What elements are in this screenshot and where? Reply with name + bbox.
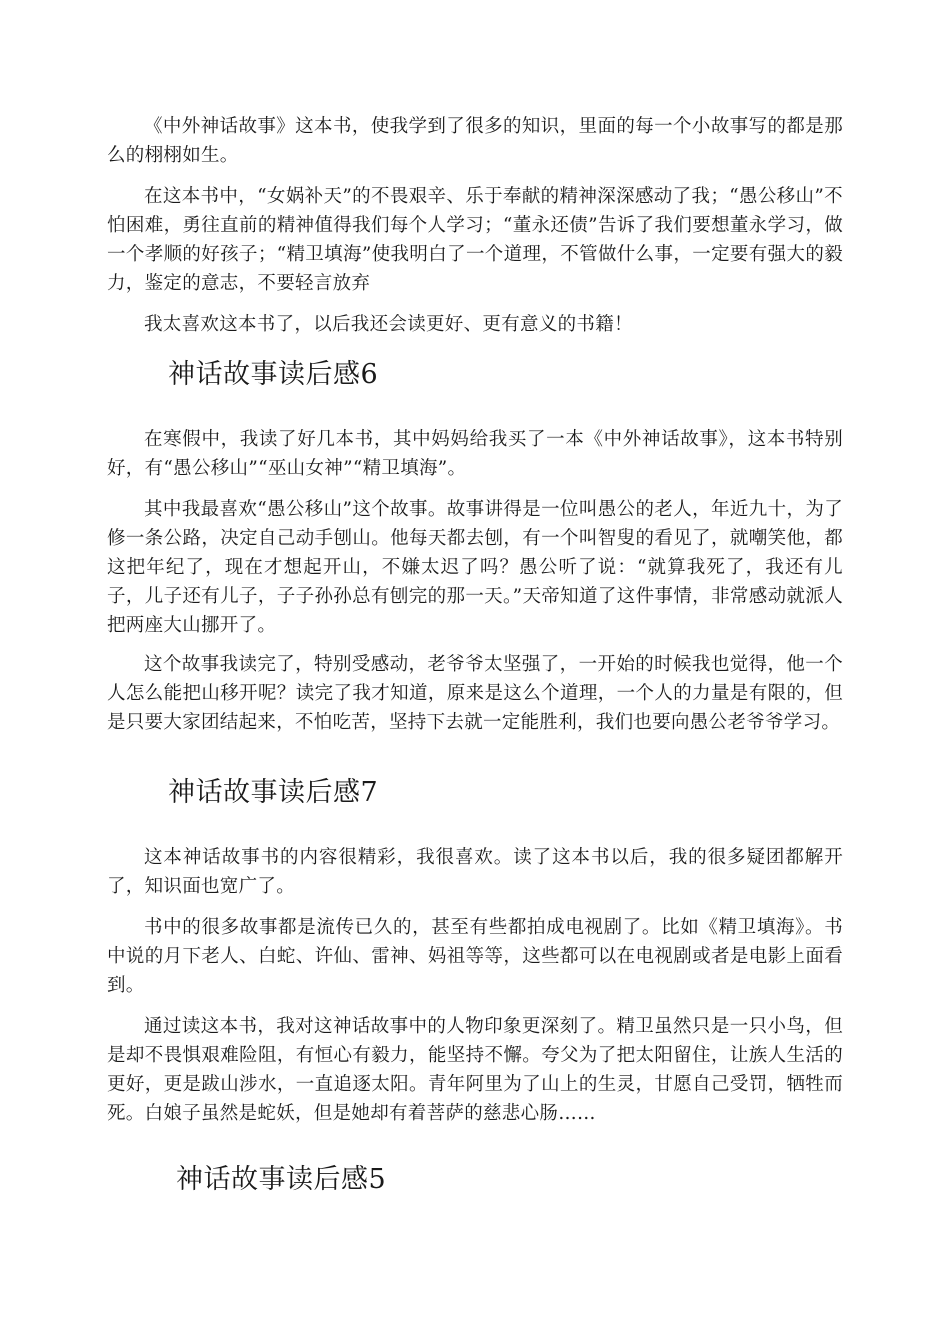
- paragraph-s6-3: 这个故事我读完了，特别受感动，老爷爷太坚强了，一开始的时候我也觉得，他一个人怎么能把山移开呢？读完了我才知道，原来是这么个道理，一个人的力量是有限的，但是只要大家团结起来，不怕吃苦，坚持下去就一定能胜利，我们也要向愚公老爷爷学习。: [107, 654, 843, 733]
- section-heading-6: 神话故事读后感6: [168, 359, 379, 390]
- paragraph-conclusion: 我太喜欢这本书了，以后我还会读更好、更有意义的书籍！: [144, 314, 633, 335]
- paragraph-s7-2: 书中的很多故事都是流传已久的，甚至有些都拍成电视剧了。比如《精卫填海》。书中说的月下老人、白蛇、许仙、雷神、妈祖等等，这些都可以在电视剧或者是电影上面看到。: [107, 917, 843, 996]
- paragraph-intro: 《中外神话故事》这本书，使我学到了很多的知识，里面的每一个小故事写的都是那么的栩栩如生。: [107, 116, 843, 166]
- section-heading-7: 神话故事读后感7: [168, 777, 379, 808]
- section-heading-5: 神话故事读后感5: [176, 1164, 387, 1195]
- paragraph-s7-1: 这本神话故事书的内容很精彩，我很喜欢。读了这本书以后，我的很多疑团都解开了，知识面也宽广了。: [107, 847, 843, 897]
- paragraph-s7-3: 通过读这本书，我对这神话故事中的人物印象更深刻了。精卫虽然只是一只小鸟，但是却不畏惧艰难险阻，有恒心有毅力，能坚持不懈。夸父为了把太阳留住，让族人生活的更好，更是跋山涉水，一直追逐太阳。青年阿里为了山上的生灵，甘愿自己受罚，牺牲而死。白娘子虽然是蛇妖，但是她却有着菩萨的慈悲心肠……: [107, 1016, 843, 1124]
- paragraph-s6-2: 其中我最喜欢“愚公移山”这个故事。故事讲得是一位叫愚公的老人，年近九十，为了修一条公路，决定自己动手刨山。他每天都去刨，有一个叫智叟的看见了，就嘲笑他，都这把年纪了，现在才想起开山，不嫌太迟了吗？愚公听了说：“就算我死了，我还有儿子，儿子还有儿子，子子孙孙总有刨完的那一天。”天帝知道了这件事情，非常感动就派人把两座大山挪开了。: [107, 499, 843, 636]
- paragraph-book-spirit: 在这本书中，“女娲补天”的不畏艰辛、乐于奉献的精神深深感动了我；“愚公移山”不怕困难，勇往直前的精神值得我们每个人学习；“董永还债”告诉了我们要想董永学习，做一个孝顺的好孩子；“精卫填海”使我明白了一个道理，不管做什么事，一定要有强大的毅力，鉴定的意志，不要轻言放弃: [107, 186, 843, 294]
- paragraph-s6-1: 在寒假中，我读了好几本书，其中妈妈给我买了一本《中外神话故事》，这本书特别好，有“愚公移山”“巫山女神”“精卫填海”。: [107, 429, 843, 479]
